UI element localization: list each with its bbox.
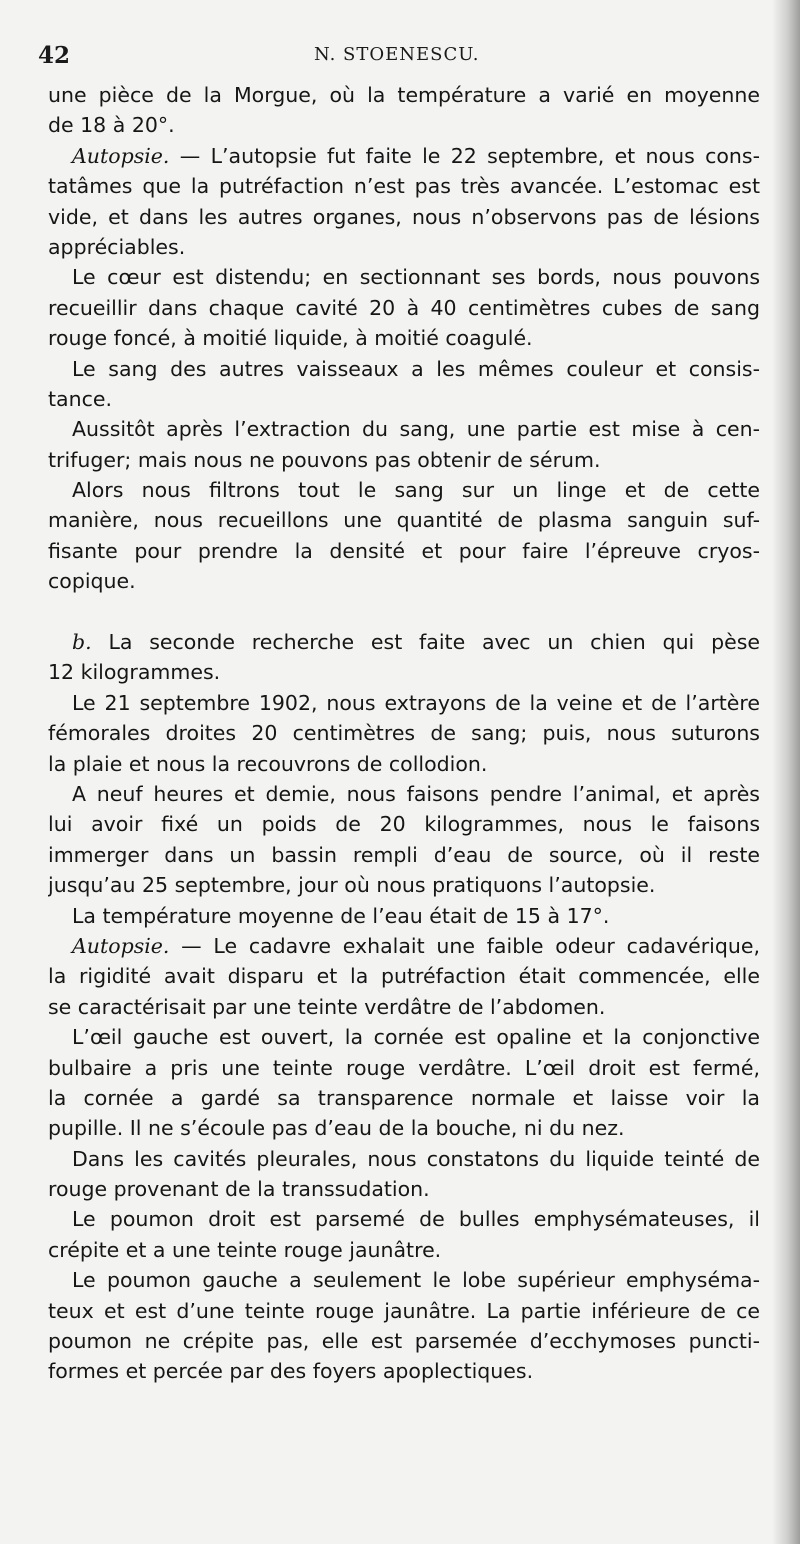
text-line: bulbaire a pris une teinte rouge verdâtre. L’œil droit est fermé,: [48, 1055, 760, 1080]
text-line: copique.: [48, 569, 136, 594]
text-line: [48, 141, 760, 171]
running-head-author: N. STOENESCU.: [314, 44, 480, 65]
text-line: Le sang des autres vaisseaux a les mêmes couleur et consis-: [72, 356, 760, 381]
text-line: pupille. Il ne s’écoule pas d’eau de la bouche, ni du nez.: [48, 1116, 625, 1141]
text-line: Le cœur est distendu; en sectionnant ses bords, nous pouvons: [72, 265, 760, 290]
text-line: rouge foncé, à moitié liquide, à moitié coagulé.: [48, 326, 533, 351]
text-line: tance.: [48, 386, 112, 411]
text-line: L’œil gauche est ouvert, la cornée est opaline et la conjonctive: [72, 1025, 760, 1050]
text-line: lui avoir fixé un poids de 20 kilogrammes, nous le faisons: [48, 812, 760, 837]
text-line: Alors nous filtrons tout le sang sur un linge et de cette: [72, 478, 760, 503]
text-line: La température moyenne de l’eau était de 15 à 17°.: [72, 903, 610, 928]
section-label-autopsie: Autopsie.: [72, 933, 170, 958]
text-line: immerger dans un bassin rempli d’eau de source, où il reste: [48, 842, 760, 867]
text-span: — L’autopsie fut faite le 22 septembre, et nous cons-: [169, 143, 760, 168]
page-number: 42: [38, 42, 71, 69]
text-line: la plaie et nous la recouvrons de collodion.: [48, 751, 488, 776]
text-line: manière, nous recueillons une quantité de plasma sanguin suf-: [48, 508, 760, 533]
text-line: jusqu’au 25 septembre, jour où nous pratiquons l’autopsie.: [48, 873, 656, 898]
text-line: poumon ne crépite pas, elle est parsemée d’ecchymoses puncti-: [48, 1329, 760, 1354]
page-edge-shadow: [772, 0, 800, 1544]
text-line: Le poumon gauche a seulement le lobe supérieur emphyséma-: [72, 1268, 760, 1293]
text-line: la cornée a gardé sa transparence normale et laisse voir la: [48, 1085, 760, 1110]
section-label-autopsie: Autopsie.: [72, 143, 170, 168]
section-label-b: b.: [72, 630, 92, 655]
text-line: A neuf heures et demie, nous faisons pendre l’animal, et après: [72, 781, 760, 806]
text-line: [48, 627, 760, 657]
text-line: recueillir dans chaque cavité 20 à 40 centimètres cubes de sang: [48, 295, 760, 320]
text-line: Le poumon droit est parsemé de bulles emphysémateuses, il: [72, 1207, 760, 1232]
body-text: [48, 80, 760, 1387]
text-line: 12 kilogrammes.: [48, 660, 221, 685]
text-line: tatâmes que la putréfaction n’est pas très avancée. L’estomac est: [48, 174, 760, 199]
text-line: trifuger; mais nous ne pouvons pas obtenir de sérum.: [48, 447, 601, 472]
text-span: La seconde recherche est faite avec un chien qui pèse: [91, 630, 760, 655]
text-line: Aussitôt après l’extraction du sang, une partie est mise à cen-: [72, 417, 760, 442]
text-span: — Le cadavre exhalait une faible odeur cadavérique,: [169, 933, 760, 958]
text-line: se caractérisait par une teinte verdâtre de l’abdomen.: [48, 994, 606, 1019]
text-line: vide, et dans les autres organes, nous n’observons pas de lésions: [48, 204, 760, 229]
text-line: fisante pour prendre la densité et pour faire l’épreuve cryos-: [48, 538, 760, 563]
text-line: appréciables.: [48, 234, 186, 259]
text-line: Le 21 septembre 1902, nous extrayons de la veine et de l’artère: [72, 690, 760, 715]
text-line: la rigidité avait disparu et la putréfaction était commencée, elle: [48, 964, 760, 989]
paragraph-gap: [48, 597, 760, 627]
page-header: [38, 42, 758, 74]
text-line: fémorales droites 20 centimètres de sang; puis, nous suturons: [48, 721, 760, 746]
text-line: formes et percée par des foyers apoplectiques.: [48, 1359, 534, 1384]
text-line: crépite et a une teinte rouge jaunâtre.: [48, 1237, 442, 1262]
text-line: teux et est d’une teinte rouge jaunâtre. La partie inférieure de ce: [48, 1298, 760, 1323]
text-line: Dans les cavités pleurales, nous constatons du liquide teinté de: [72, 1146, 760, 1171]
text-line: [48, 931, 760, 961]
text-line: rouge provenant de la transsudation.: [48, 1177, 430, 1202]
text-line: une pièce de la Morgue, où la température a varié en moyenne: [48, 83, 760, 107]
text-line: de 18 à 20°.: [48, 113, 175, 138]
